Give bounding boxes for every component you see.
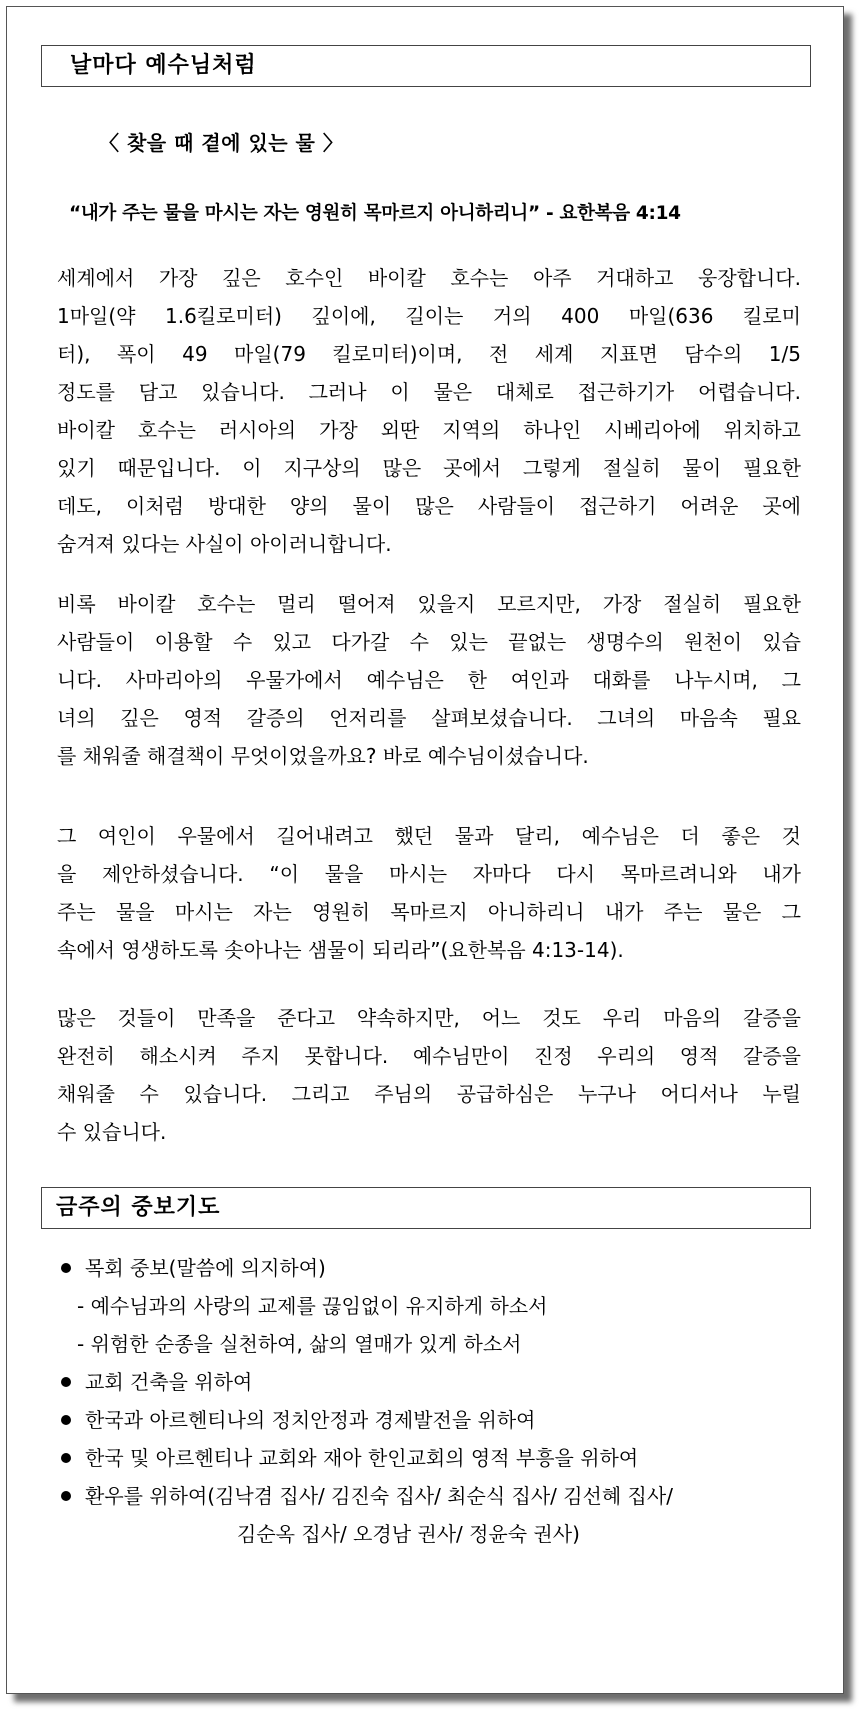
paragraph-line: 을 제안하셨습니다. “이 물을 마시는 자마다 다시 목마르려니와 내가 (57, 862, 801, 886)
prayer-item-continuation (61, 1515, 821, 1553)
paragraph-line: 주는 물을 마시는 자는 영원히 목마르지 아니하리니 내가 주는 물은 그 (57, 900, 801, 924)
prayer-item (61, 1439, 821, 1477)
paragraph-line: 바이칼 호수는 러시아의 가장 외딴 지역의 하나인 시베리아에 위치하고 (57, 418, 801, 442)
paragraph-line: 니다. 사마리아의 우물가에서 예수님은 한 여인과 대화를 나누시며, 그 (57, 668, 801, 692)
paragraph-line: 데도, 이처럼 방대한 양의 물이 많은 사람들이 접근하기 어려운 곳에 (57, 494, 801, 518)
paragraph-line: 있기 때문입니다. 이 지구상의 많은 곳에서 그렇게 절실히 물이 필요한 (57, 456, 801, 480)
bullet-icon (61, 1377, 71, 1387)
prayer-subitem (61, 1325, 821, 1363)
paragraph-line: 속에서 영생하도록 솟아나는 샘물이 되리라”(요한복음 4:13-14). (57, 938, 624, 962)
prayer-subitem (61, 1287, 821, 1325)
bulletin-page (6, 6, 844, 1694)
devotion-title-box (41, 45, 811, 87)
prayer-item (61, 1401, 821, 1439)
bullet-icon (61, 1415, 71, 1425)
paragraph-line: 1마일(약 1.6킬로미터) 깊이에, 길이는 거의 400 마일(636 킬로미 (57, 304, 801, 328)
prayer-subitem-text: - 예수님과의 사랑의 교제를 끊임없이 유지하게 하소서 (77, 1294, 548, 1318)
paragraph-line: 터), 폭이 49 마일(79 킬로미터)이며, 전 세계 지표면 담수의 1/5 (57, 342, 801, 366)
bullet-icon (61, 1263, 71, 1273)
prayer-item (61, 1249, 821, 1287)
prayer-item (61, 1477, 821, 1515)
paragraph-line: 채워줄 수 있습니다. 그리고 주님의 공급하심은 누구나 어디서나 누릴 (57, 1082, 801, 1106)
prayer-title-box (41, 1187, 811, 1229)
devotion-title: 날마다 예수님처럼 (70, 53, 257, 78)
prayer-item-text: 환우를 위하여(김낙겸 집사/ 김진숙 집사/ 최순식 집사/ 김선혜 집사/ (85, 1484, 673, 1508)
paragraph-line: 정도를 담고 있습니다. 그러나 이 물은 대체로 접근하기가 어렵습니다. (57, 380, 801, 404)
paragraph-1 (57, 259, 801, 563)
prayer-subitem-text: - 위험한 순종을 실천하여, 삶의 열매가 있게 하소서 (77, 1332, 522, 1356)
prayer-item-text: 교회 건축을 위하여 (85, 1370, 253, 1394)
paragraph-4 (57, 999, 801, 1151)
bullet-icon (61, 1453, 71, 1463)
key-verse: “내가 주는 물을 마시는 자는 영원히 목마르지 아니하리니” - 요한복음 4:14 (69, 203, 681, 224)
prayer-item-text: 한국 및 아르헨티나 교회와 재아 한인교회의 영적 부흥을 위하여 (85, 1446, 639, 1470)
paragraph-3 (57, 817, 801, 969)
paragraph-line: 완전히 해소시켜 주지 못합니다. 예수님만이 진정 우리의 영적 갈증을 (57, 1044, 801, 1068)
prayer-title: 금주의 중보기도 (56, 1195, 221, 1220)
devotion-subtitle: 〈 찾을 때 곁에 있는 물 〉 (99, 131, 344, 155)
prayer-item-text: 김순옥 집사/ 오경남 권사/ 정윤숙 권사) (237, 1522, 580, 1546)
paragraph-line: 세계에서 가장 깊은 호수인 바이칼 호수는 아주 거대하고 웅장합니다. (57, 266, 801, 290)
paragraph-2 (57, 585, 801, 775)
paragraph-line: 그 여인이 우물에서 길어내려고 했던 물과 달리, 예수님은 더 좋은 것 (57, 824, 801, 848)
paragraph-line: 숨겨져 있다는 사실이 아이러니합니다. (57, 532, 392, 556)
paragraph-line: 많은 것들이 만족을 준다고 약속하지만, 어느 것도 우리 마음의 갈증을 (57, 1006, 801, 1030)
paragraph-line: 비록 바이칼 호수는 멀리 떨어져 있을지 모르지만, 가장 절실히 필요한 (57, 592, 801, 616)
prayer-list (61, 1249, 821, 1553)
paragraph-line: 를 채워줄 해결책이 무엇이었을까요? 바로 예수님이셨습니다. (57, 744, 589, 768)
prayer-item (61, 1363, 821, 1401)
prayer-item-text: 목회 중보(말씀에 의지하여) (85, 1256, 326, 1280)
paragraph-line: 녀의 깊은 영적 갈증의 언저리를 살펴보셨습니다. 그녀의 마음속 필요 (57, 706, 801, 730)
paragraph-line: 수 있습니다. (57, 1120, 167, 1144)
bullet-icon (61, 1491, 71, 1501)
paragraph-line: 사람들이 이용할 수 있고 다가갈 수 있는 끝없는 생명수의 원천이 있습 (57, 630, 801, 654)
prayer-item-text: 한국과 아르헨티나의 정치안정과 경제발전을 위하여 (85, 1408, 536, 1432)
